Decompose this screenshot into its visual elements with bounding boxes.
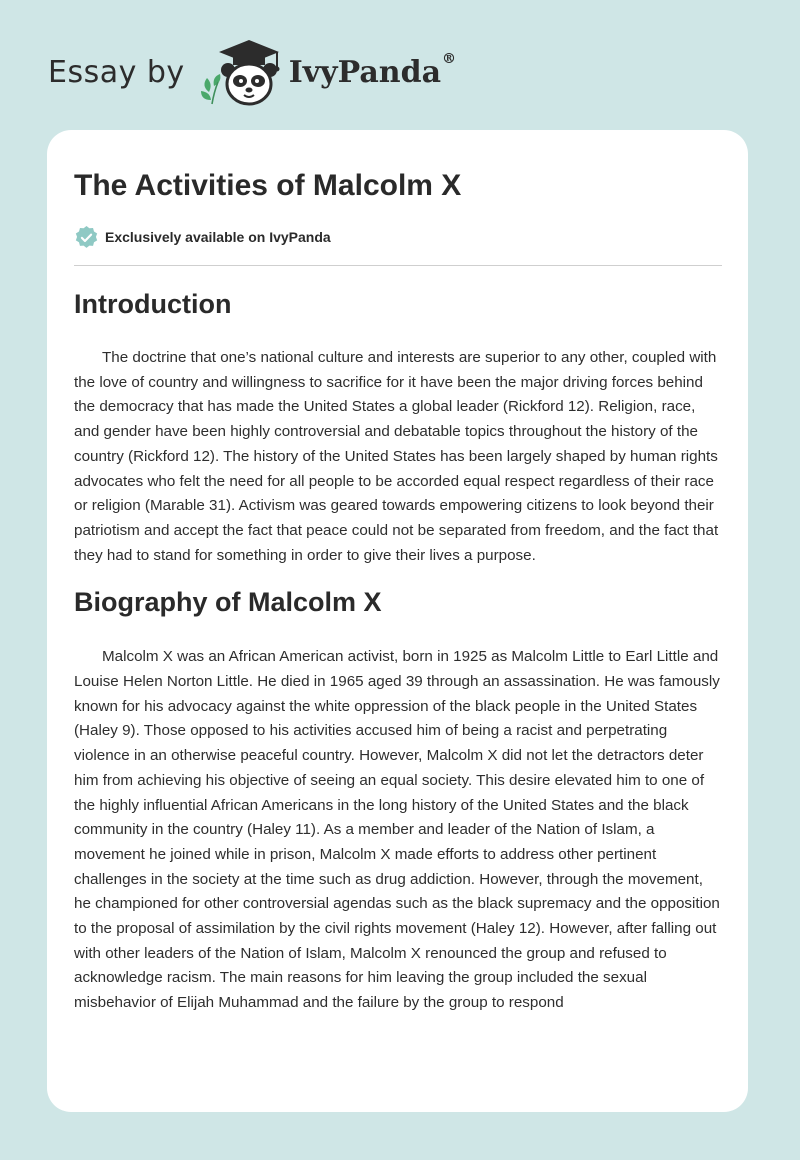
- panda-logo-icon[interactable]: [199, 34, 285, 110]
- page-title: The Activities of Malcolm X: [74, 169, 462, 202]
- exclusive-label: Exclusively available on IvyPanda: [105, 229, 331, 245]
- check-badge-icon: [74, 225, 99, 250]
- divider: [74, 265, 722, 266]
- exclusive-badge: [74, 224, 722, 250]
- site-header: [48, 34, 456, 110]
- essay-by-label: Essay by: [48, 54, 185, 90]
- section-paragraph-introduction: The doctrine that one’s national culture and interests are superior to any other, coupled with the love of country and willingness to sacrifice for it have been the major driving forces behind the democracy that has made the United States a global leader (Rickford 12). Religion, race, and gender have been highly controversial and debatable topics throughout the history of the country (Rickford 12). The history of the United States has been largely shaped by human rights advocates who felt the need for all people to be accorded equal respect regardless of their race or religion (Marable 31). Activism was geared towards empowering citizens to look beyond their patriotism and accept the fact that peace could not be separated from freedom, and the fact that they had to stand for something in order to give their lives a purpose.: [74, 349, 719, 564]
- brand-name[interactable]: IvyPanda®: [288, 50, 457, 90]
- section-heading-introduction: Introduction: [74, 289, 232, 319]
- section-paragraph-biography: Malcolm X was an African American activist, born in 1925 as Malcolm Little to Earl Little and Louise Helen Norton Little. He died in 1965 aged 39 through an assassination. He was famously known for his advocacy against the white oppression of the black people in the United States (Haley 9). Those opposed to his activities accused him of being a racist and perpetrating violence in an otherwise peaceful country. However, Malcolm X did not let the detractors deter him from achieving his objective of seeing an equal society. This desire elevated him to one of the highly influential African Americans in the long history of the United States and the black community in the country (Haley 11). As a member and leader of the Nation of Islam, a movement he joined while in prison, Malcolm X made efforts to address other pertinent challenges in the society at the time such as drug addiction. However, through the movement, he championed for other controversial agendas such as the black supremacy and the opposition to the proposal of assimilation by the civil rights movement (Haley 12). However, after falling out with other leaders of the Nation of Islam, Malcolm X renounced the group and refused to acknowledge racism. The main reasons for him leaving the group included the sexual misbehavior of Elijah Muhammad and the failure by the group to respond: [74, 648, 720, 1012]
- section-heading-biography: Biography of Malcolm X: [74, 587, 382, 618]
- essay-card: [47, 130, 748, 1112]
- registered-mark: ®: [442, 50, 457, 67]
